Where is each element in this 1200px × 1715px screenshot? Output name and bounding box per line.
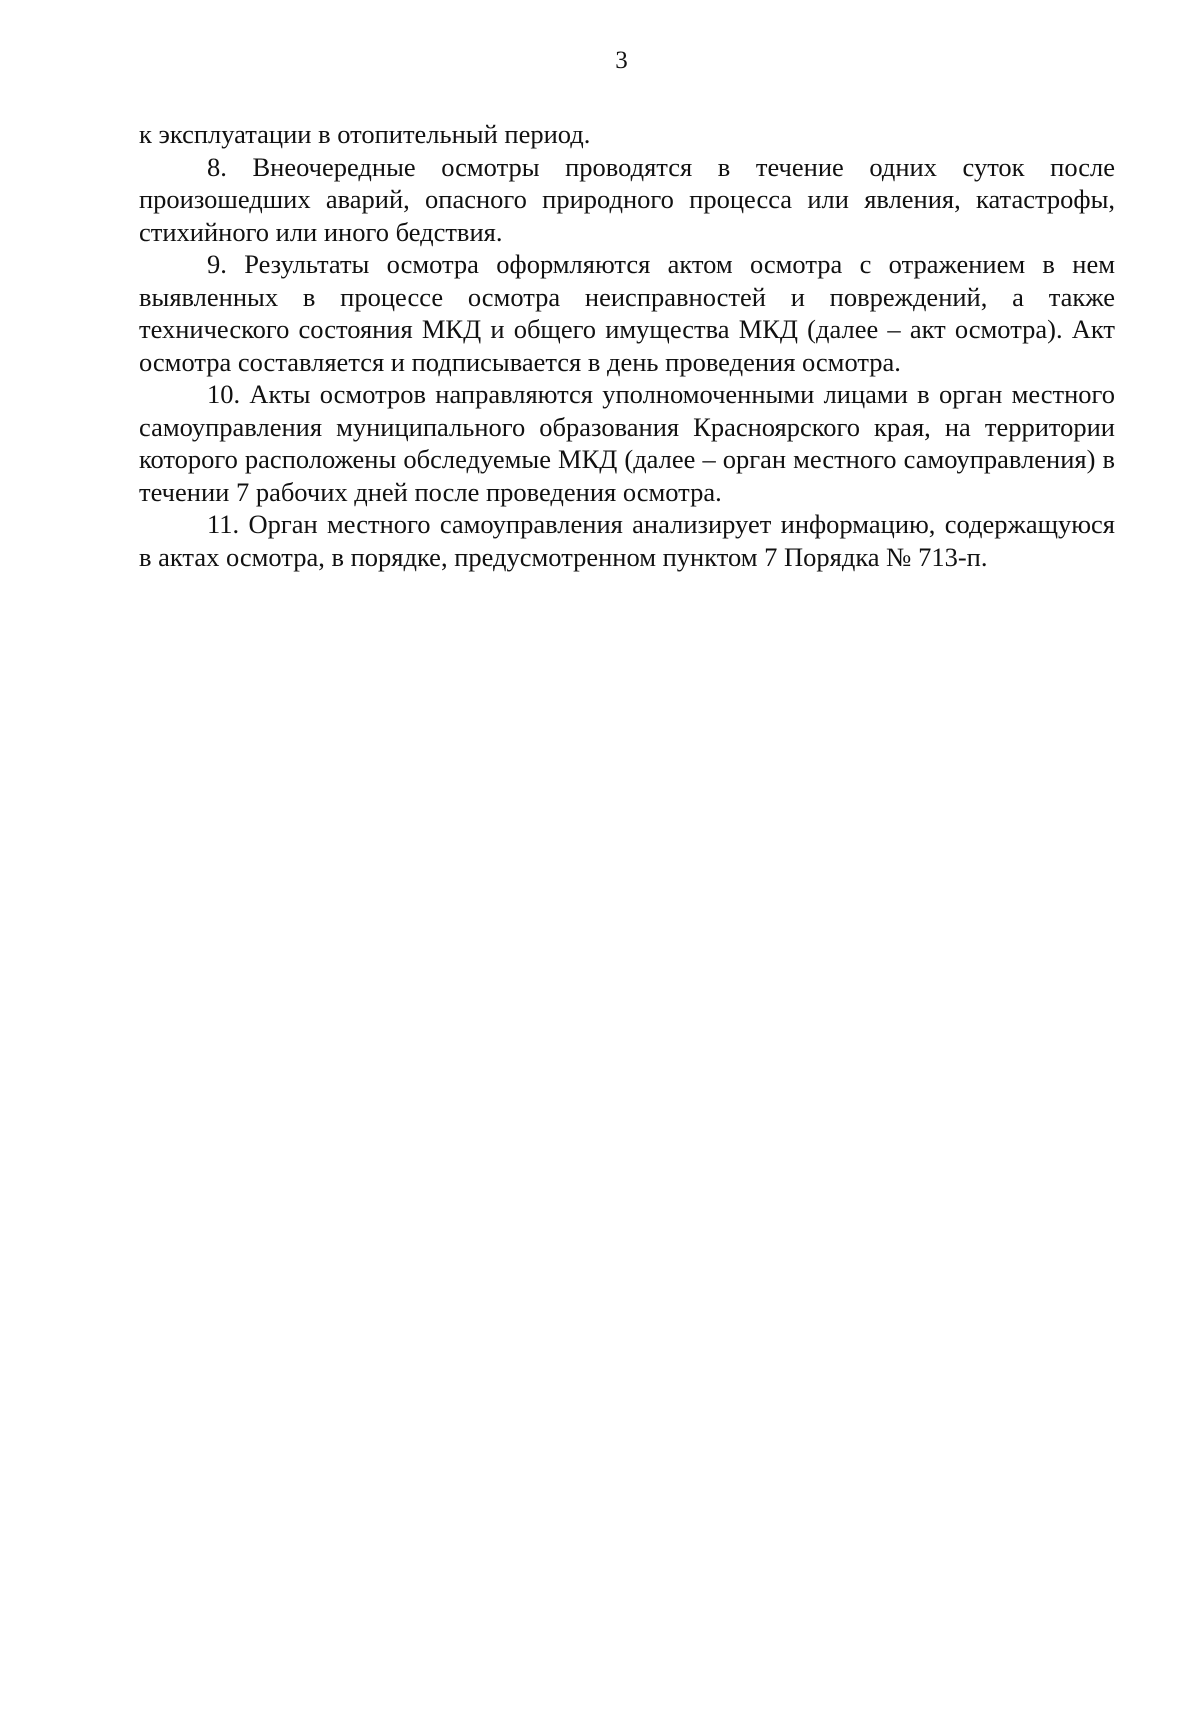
- paragraph-10: 10. Акты осмотров направляются уполномоченными лицами в орган местного самоуправления муниципального образования Красноярского края, на территории которого расположены обследуемые МКД (далее – орган местного самоуправления) в течении 7 рабочих дней после проведения осмотра.: [139, 379, 1115, 507]
- paragraph-9: 9. Результаты осмотра оформляются актом осмотра с отражением в нем выявленных в процессе осмотра неисправностей и повреждений, а также технического состояния МКД и общего имущества МКД (далее – акт осмотра). Акт осмотра составляется и подписывается в день проведения осмотра.: [139, 249, 1115, 377]
- paragraph-11: 11. Орган местного самоуправления анализирует информацию, содержащуюся в актах осмотра, в порядке, предусмотренном пунктом 7 Порядка № 713-п.: [139, 509, 1115, 572]
- paragraph-8: 8. Внеочередные осмотры проводятся в течение одних суток после произошедших аварий, опасного природного процесса или явления, катастрофы, стихийного или иного бедствия.: [139, 151, 1115, 247]
- page-number: 3: [615, 47, 628, 74]
- paragraph-continuation: к эксплуатации в отопительный период.: [139, 119, 591, 149]
- document-body: [139, 118, 1115, 573]
